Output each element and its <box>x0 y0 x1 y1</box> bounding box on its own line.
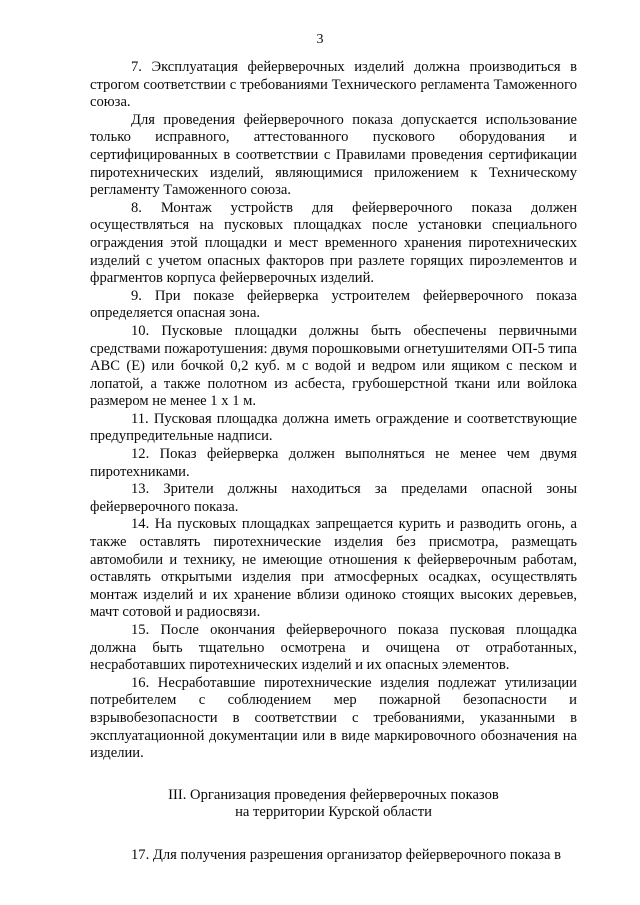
paragraph-item-13: 13. Зрители должны находиться за пределами опасной зоны фейерверочного показа. <box>90 481 577 515</box>
paragraph-item-14: 14. На пусковых площадках запрещается курить и разводить огонь, а также оставлять пиротехнические изделия без присмотра, размещать автомобили и технику, не имеющие отношения к фейерверочным работам, оставлять открытыми изделия при атмосферных осадках, осуществлять монтаж изделий и их хранение вблизи одиноко стоящих высоких деревьев, мачт сотовой и радиосвязи. <box>90 516 577 621</box>
section-heading-line-2: на территории Курской области <box>235 804 432 821</box>
paragraph-item-16: 16. Несработавшие пиротехнические изделия подлежат утилизации потребителем с соблюдением мер пожарной безопасности и взрывобезопасности в соответствии с требованиями, указанными в эксплуатационной документации или в виде маркировочного обозначения на изделии. <box>90 674 577 762</box>
paragraph-item-12: 12. Показ фейерверка должен выполняться не менее чем двумя пиротехниками. <box>90 446 577 480</box>
section-heading-line-1: III. Организация проведения фейерверочных показов <box>168 786 499 803</box>
paragraph-item-9: 9. При показе фейерверка устроителем фейерверочного показа определяется опасная зона. <box>90 287 577 322</box>
document-body <box>90 59 577 865</box>
paragraph-item-8: 8. Монтаж устройств для фейерверочного показа должен осуществляться на пусковых площадках после установки специального ограждения этой площадки и мест временного хранения пиротехнических изделий с учетом опасных факторов при разлете горящих пироэлементов и фрагментов корпуса фейерверочных изделий. <box>90 199 577 287</box>
paragraph-item-15: 15. После окончания фейерверочного показа пусковая площадка должна быть тщательно осмотрена и очищена от отработанных, несработавших пиротехнических изделий и их опасных элементов. <box>90 622 577 674</box>
section-heading <box>90 787 577 822</box>
paragraph-item-17: 17. Для получения разрешения организатор фейерверочного показа в <box>131 846 562 863</box>
paragraph-equipment: Для проведения фейерверочного показа допускается использование только исправного, аттестованного пускового оборудования и сертифицированных в соответствии с Правилами проведения сертификации пиротехнических изделий, являющимися приложением к Техническому регламенту Таможенного союза. <box>90 111 577 199</box>
paragraph-item-11: 11. Пусковая площадка должна иметь ограждение и соответствующие предупредительные надписи. <box>90 410 577 445</box>
paragraph-item-7: 7. Эксплуатация фейерверочных изделий должна производиться в строгом соответствии с требованиями Технического регламента Таможенного союза. <box>90 59 577 111</box>
paragraph-item-10: 10. Пусковые площадки должны быть обеспечены первичными средствами пожаротушения: двумя порошковыми огнетушителями ОП-5 типа АВС (Е) или бочкой 0,2 куб. м с водой и ведром или ящиком с песком и лопатой, а также полотном из асбеста, грубошерстной ткани или войлока размером не менее 1 x 1 м. <box>90 322 577 410</box>
page-number: 3 <box>316 32 324 47</box>
